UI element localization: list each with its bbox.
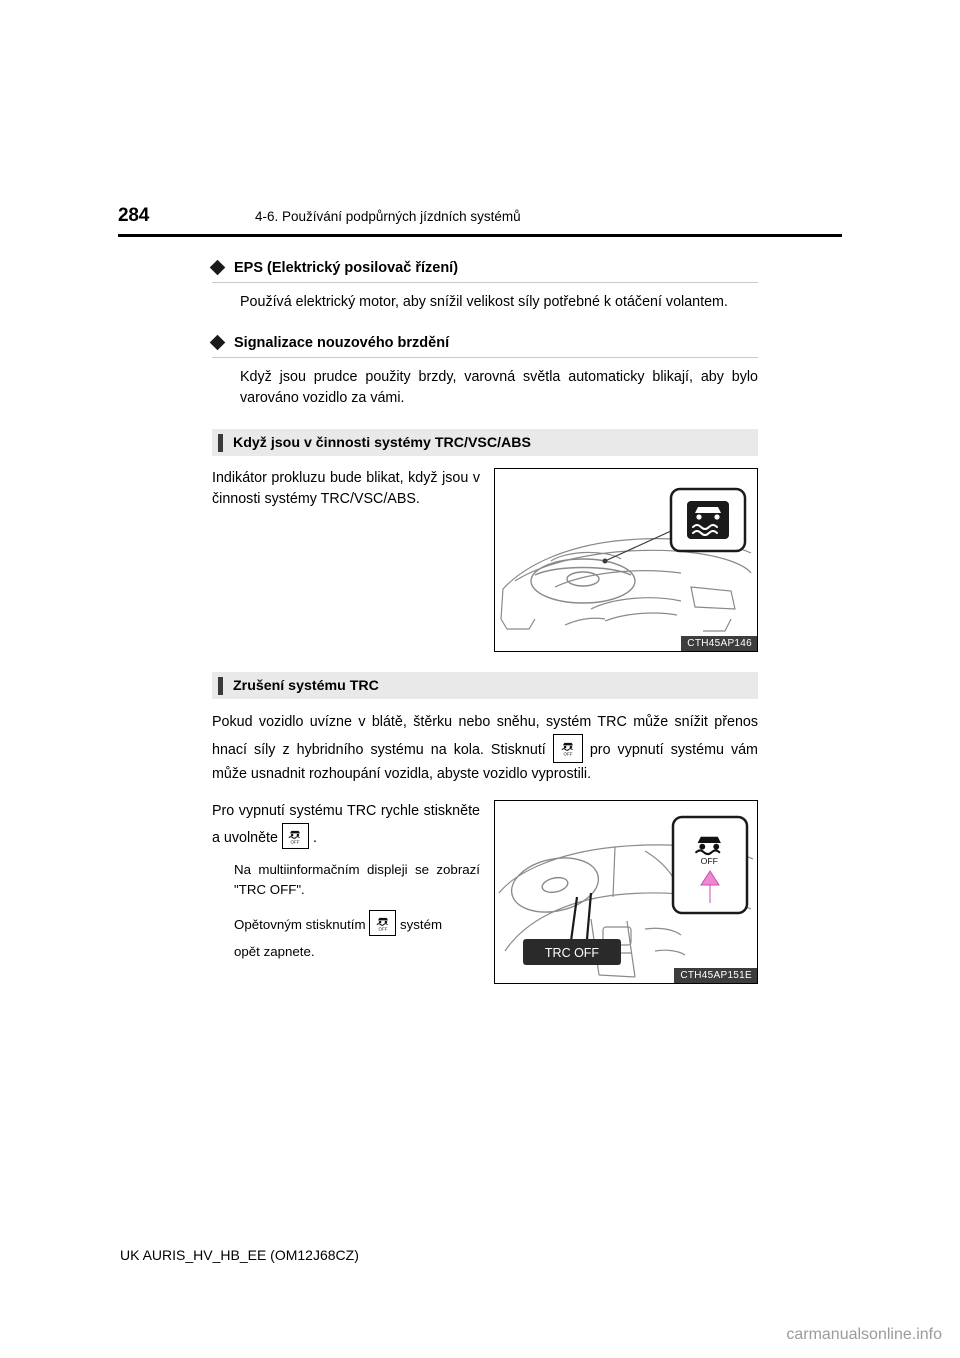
figure-dashboard-slip-indicator (494, 468, 758, 652)
trc-cancel-instructions (212, 800, 480, 962)
heading-eps-label: EPS (Elektrický posilovač řízení) (234, 260, 459, 276)
svg-text:OFF: OFF (290, 839, 300, 845)
paragraph-trc-cancel-1b: pro vypnutí systému vám může usnadnit rozhoupání vozidla, abyste vozidlo vyprostili. (212, 742, 758, 782)
figure-row-trc-off (212, 800, 758, 980)
paragraph-trc-cancel-1 (212, 711, 758, 786)
section-title-trc-cancel: Zrušení systému TRC (233, 677, 379, 694)
paragraph-trc-cancel-2a: Pro vypnutí systému TRC rychle stiskněte a uvolněte (212, 803, 480, 846)
watermark: carmanualsonline.info (786, 1326, 942, 1343)
trc-off-glyph (558, 737, 578, 757)
trc-off-display-label: TRC OFF (544, 946, 600, 960)
footer-doc-code: UK AURIS_HV_HB_EE (OM12J68CZ) (120, 1247, 359, 1263)
paragraph-trc-cancel-1a: Pokud vozidlo uvízne v blátě, štěrku nebo sněhu, systém TRC může snížit přenos hnací síly z hybridního systému na kola. Stisknutí (212, 714, 758, 758)
page-number: 284 (118, 205, 150, 226)
heading-eps (212, 260, 758, 283)
heading-emergency-braking-label: Signalizace nouzového brzdění (234, 335, 450, 351)
figure-code-2: CTH45AP151E (674, 968, 757, 983)
diamond-bullet-icon (210, 335, 226, 351)
figure-code-1: CTH45AP146 (681, 636, 757, 651)
section-bar-trc-vsc-abs (212, 429, 758, 456)
svg-text:OFF: OFF (378, 926, 388, 932)
page-header (118, 205, 842, 239)
paragraph-trc-cancel-2b: . (312, 830, 317, 846)
note-press-again (234, 910, 480, 962)
trc-off-display (523, 939, 621, 965)
trc-off-glyph (373, 912, 393, 932)
paragraph-eps: Používá elektrický motor, aby snížil velikost síly potřebné k otáčení volantem. (240, 294, 728, 310)
note-press-again-b: systém (399, 917, 443, 932)
note-press-again-a: Opětovným stisknutím (234, 917, 366, 932)
note-multiinfo-display: Na multiinformačním displeji se zobrazí "TRC OFF". (234, 862, 480, 897)
trc-off-glyph (285, 825, 305, 845)
dashboard-illustration (495, 469, 757, 651)
trc-off-switch-callout (673, 817, 747, 913)
figure-row-indicator (212, 468, 758, 648)
slip-indicator-callout (671, 489, 745, 551)
page-title: 4-6. Používání podpůrných jízdních systémů (255, 209, 521, 224)
paragraph-trc-cancel-2 (212, 800, 480, 850)
note-press-again-c: opět zapnete. (234, 944, 315, 959)
heading-emergency-braking (212, 335, 758, 358)
trc-off-button-icon (369, 910, 396, 936)
trc-off-button-icon (282, 823, 309, 849)
header-divider (118, 234, 842, 237)
svg-text:OFF: OFF (700, 856, 718, 867)
section-bar-trc-cancel (212, 672, 758, 699)
figure-dashboard-trc-off (494, 800, 758, 984)
dashboard-trc-illustration (495, 801, 757, 983)
trc-off-button-icon (553, 734, 583, 763)
diamond-bullet-icon (210, 260, 226, 276)
svg-text:OFF: OFF (563, 752, 573, 758)
paragraph-slip-indicator: Indikátor prokluzu bude blikat, když jsou v činnosti systémy TRC/VSC/ABS. (212, 470, 480, 507)
paragraph-emergency-braking: Když jsou prudce použity brzdy, varovná světla automaticky blikají, aby bylo varováno vozidlo za vámi. (240, 369, 758, 406)
page-content (212, 250, 758, 980)
section-title-trc-vsc-abs: Když jsou v činnosti systémy TRC/VSC/ABS (233, 434, 532, 451)
section-tick (218, 434, 223, 452)
section-tick (218, 677, 223, 695)
